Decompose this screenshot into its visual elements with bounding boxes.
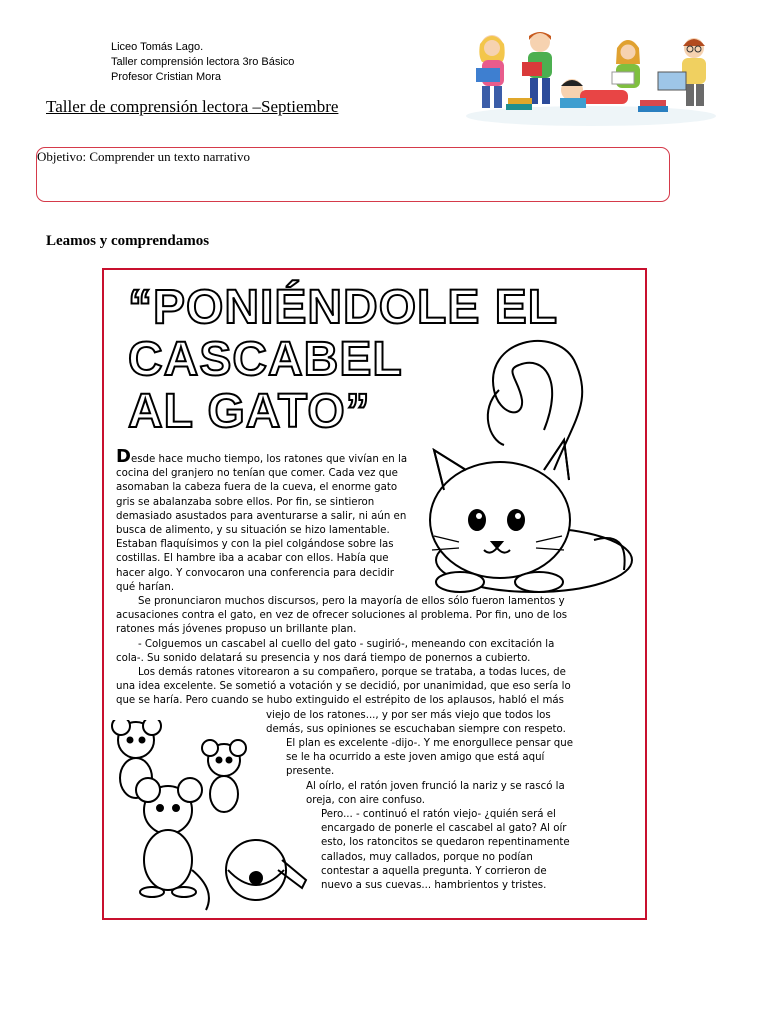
school-header [111, 40, 294, 85]
story-paragraph: - Colguemos un cascabel al cuello del gato - sugirió-, meneando con excitación la cola-. Su sonido delatará su presencia y nos dará tiempo de ponernos a cubierto. [116, 638, 555, 664]
story-paragraph: Se pronunciaron muchos discursos, pero la mayoría de ellos sólo fueron lamentos y acusaciones contra el gato, en vez de ofrecer soluciones al problema. Por fin, uno de los ratones más jóvenes propuso un brillante plan. [116, 596, 568, 636]
workshop-name: Taller comprensión lectora 3ro Básico [111, 56, 295, 68]
mice-and-bell-drawing [106, 720, 316, 915]
story-paragraph: El plan es excelente -dijo-. Y me enorgullece pensar que se le ha ocurrido a este joven amigo que está aquí presente. [286, 738, 573, 778]
section-heading: Leamos y comprendamos [46, 233, 210, 249]
story-paragraph: Al oírlo, el ratón joven frunció la nariz y se rascó la oreja, con aire confuso. [306, 780, 565, 806]
story-title-line: “PONIÉNDOLE EL [128, 281, 559, 334]
objective-box [36, 147, 670, 202]
story-paragraph: Desde hace mucho tiempo, los ratones que vivían en la cocina del granjero no tenían que comer. Cada vez que asomaban la cabeza fuera de la cueva, el enorme gato gris se abalanzaba sobre ellos. Por fin, se sintieron demasiado asustados para aventurarse a salir, ni aún en busca de alimento, y su situación se hizo lamentable. Estaban flaquísimos y con la piel colgándose sobre las costillas. El hambre iba a acabar con ellos. Había que hacer algo. Y convocaron una conferencia para decidir qué harían. [116, 446, 408, 593]
objective-text: Objetivo: Comprender un texto narrativo [37, 149, 251, 164]
story-frame [102, 268, 647, 920]
story-paragraph: Pero... - continuó el ratón viejo- ¿quién será el encargado de ponerle el cascabel al gato? Al oír esto, los ratoncitos se quedaron repentinamente callados, muy callados, porque no podían contestar a aquella pregunta. Y corrieron de nuevo a sus cuevas... hambrientos y tristes. [321, 809, 570, 892]
page-title: Taller de comprensión lectora –Septiembre [46, 97, 339, 116]
story-title-line: CASCABEL [128, 333, 403, 386]
story-paragraph: viejo de los ratones..., y por ser más viejo que todos los demás, sus opiniones se escuchaban siempre con respeto. [266, 709, 566, 735]
story-title-line: AL GATO” [128, 385, 371, 438]
story-paragraph: Los demás ratones vitorearon a su compañero, porque se trataba, a todas luces, de una idea excelente. Se sometió a votación y se decidió, por unanimidad, que eso sería lo que se haría. Pero cuando se hubo extinguido el estrépito de los aplausos, habló el más [116, 667, 571, 707]
children-reading-clipart [462, 28, 720, 128]
school-name: Liceo Tomás Lago. [111, 41, 204, 53]
teacher-name: Profesor Cristian Mora [111, 71, 222, 83]
